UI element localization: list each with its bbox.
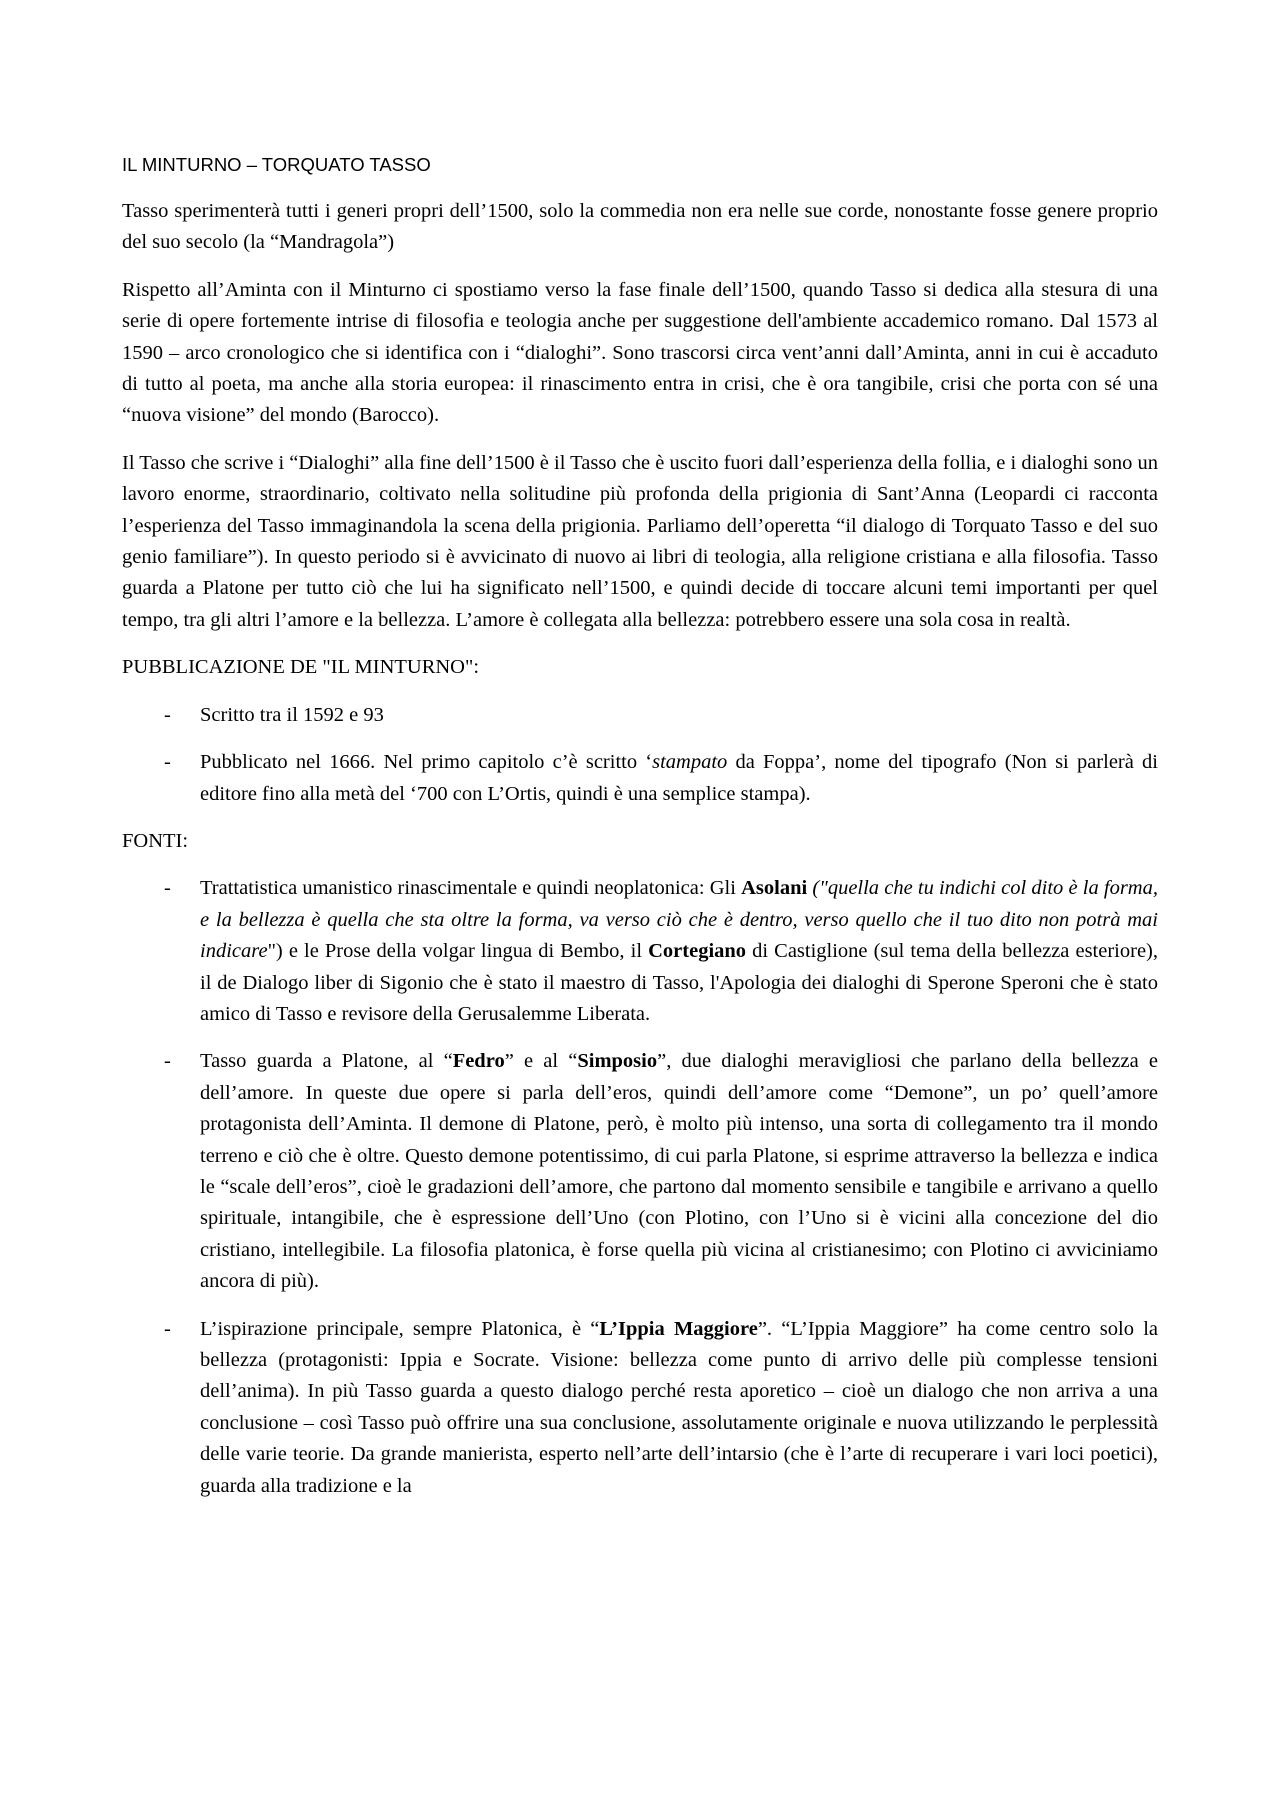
list-item	[122, 1314, 1158, 1502]
list-pubblicazione	[122, 700, 1158, 810]
list-fonti	[122, 873, 1158, 1502]
paragraph-dialoghi: Il Tasso che scrive i “Dialoghi” alla fine dell’1500 è il Tasso che è uscito fuori dall’esperienza della follia, e i dialoghi sono un lavoro enorme, straordinario, coltivato nella solitudine più profonda della prigionia di Sant’Anna (Leopardi ci racconta l’esperienza del Tasso immaginandola la scena della prigionia. Parliamo dell’operetta “il dialogo di Torquato Tasso e del suo genio familiare”). In questo periodo si è avvicinato di nuovo ai libri di teologia, alla religione cristiana e alla filosofia. Tasso guarda a Platone per tutto ciò che lui ha significato nell’1500, e quindi decide di toccare alcuni temi importanti per quel tempo, tra gli altri l’amore e la bellezza. L’amore è collegata alla bellezza: potrebbero essere una sola cosa in realtà.	[122, 451, 1158, 631]
list-item-text: L’ispirazione principale, sempre Platonica, è “	[200, 1317, 600, 1340]
list-item	[122, 747, 1158, 810]
list-item-text: Scritto tra il 1592 e 93	[200, 703, 384, 726]
heading-pubblicazione: PUBBLICAZIONE DE "IL MINTURNO":	[122, 656, 480, 679]
list-item-text: Tasso guarda a Platone, al “	[200, 1050, 453, 1073]
bold-text: Fedro	[452, 1050, 505, 1073]
heading-fonti: FONTI:	[122, 829, 189, 852]
paragraph-intro: Tasso sperimenterà tutti i generi propri dell’1500, solo la commedia non era nelle sue corde, nonostante fosse genere proprio del suo secolo (la “Mandragola”)	[122, 200, 1158, 254]
document-title: IL MINTURNO – TORQUATO TASSO	[122, 154, 431, 175]
list-item-text: ”. “L’Ippia Maggiore” ha come centro solo la bellezza (protagonisti: Ippia e Socrate. Visione: bellezza come punto di arrivo delle più complesse tensioni dell’anima). In più Tasso guarda a questo dialogo perché resta aporetico – cioè un dialogo che non arriva a una conclusione – così Tasso può offrire una sua conclusione, assolutamente originale e nuova utilizzando le perplessità delle varie teorie. Da grande manierista, esperto nell’arte dell’intarsio (che è l’arte di recuperare i vari loci poetici), guarda alla tradizione e la	[200, 1317, 1158, 1497]
list-item	[122, 700, 1158, 731]
bold-text: L’Ippia Maggiore	[599, 1317, 758, 1340]
list-item	[122, 873, 1158, 1030]
list-item	[122, 1046, 1158, 1297]
bold-text: Asolani	[741, 877, 808, 900]
bold-text: Cortegiano	[648, 940, 747, 963]
bold-text: Simposio	[577, 1050, 658, 1073]
list-item-text: ” e al “	[504, 1050, 578, 1073]
list-item-text: da Foppa’, nome del tipografo (Non si parlerà di editore fino alla metà del ‘700 con L’Ortis, quindi è una semplice stampa).	[200, 751, 1158, 805]
italic-text: stampato	[652, 751, 728, 774]
list-item-text: di Castiglione (sul tema della bellezza esteriore), il de Dialogo liber di Sigonio che è stato il maestro di Tasso, l'Apologia dei dialoghi di Sperone Speroni che è stato amico di Tasso e revisore della Gerusalemme Liberata.	[200, 940, 1158, 1025]
paragraph-aminta: Rispetto all’Aminta con il Minturno ci spostiamo verso la fase finale dell’1500, quando Tasso si dedica alla stesura di una serie di opere fortemente intrise di filosofia e teologia anche per suggestione dell'ambiente accademico romano. Dal 1573 al 1590 – arco cronologico che si identifica con i “dialoghi”. Sono trascorsi circa vent’anni dall’Aminta, anni in cui è accaduto di tutto al poeta, ma anche alla storia europea: il rinascimento entra in crisi, che è ora tangibile, crisi che porta con sé una “nuova visione” del mondo (Barocco).	[122, 278, 1158, 427]
list-item-text: Trattatistica umanistico rinascimentale e quindi neoplatonica: Gli	[200, 877, 742, 900]
document-body	[122, 150, 1158, 1518]
list-item-text: ”, due dialoghi meravigliosi che parlano della bellezza e dell’amore. In queste due opere si parla dell’eros, quindi dell’amore come “Demone”, un po’ quell’amore protagonista dell’Aminta. Il demone di Platone, però, è molto più intenso, una sorta di collegamento tra il mondo terreno e ciò che è oltre. Questo demone potentissimo, di cui parla Platone, si esprime attraverso la bellezza e indica le “scale dell’eros”, cioè le gradazioni dell’amore, che partono dal momento sensibile e tangibile e arrivano a quello spirituale, intangibile, che è espressione dell’Uno (con Plotino, con l’Uno si è vicini alla concezione del dio cristiano, intellegibile. La filosofia platonica, è forse quella più vicina al cristianesimo; con Plotino ci avviciniamo ancora di più).	[200, 1050, 1159, 1293]
italic-text: ("quella che tu indichi col dito è la forma, e la bellezza è quella che sta oltre la forma, va verso ciò che è dentro, verso quello che il tuo dito non potrà mai indicare	[200, 877, 1158, 963]
list-item-text: Pubblicato nel 1666. Nel primo capitolo c’è scritto ‘	[200, 751, 653, 774]
list-item-text: ") e le Prose della volgar lingua di Bembo, il	[267, 940, 649, 963]
